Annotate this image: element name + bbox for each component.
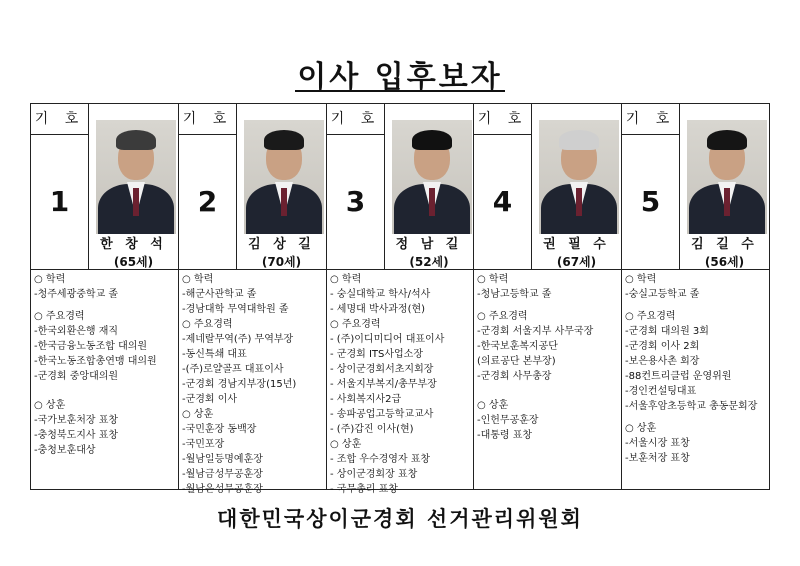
profile-line: -서울후암초등학교 총동문회장	[625, 401, 758, 412]
candidate-profile	[179, 269, 326, 495]
number-label: 기 호	[474, 104, 532, 135]
candidate-name: 김 길 수	[691, 237, 758, 252]
profile-line: - 송파공업고등학교교사	[330, 409, 434, 420]
profile-line: -한국금융노동조합 대의원	[34, 341, 148, 352]
profile-line: ○ 주요경력	[182, 319, 233, 330]
profile-line: -군경회 중앙대의원	[34, 371, 119, 382]
profile-line: -보은용사촌 회장	[625, 356, 700, 367]
profile-line: - 서울지부복지/총무부장	[330, 379, 437, 390]
profile-line: -월남은성무공훈장	[182, 484, 263, 495]
profile-line: -청주세광중학교 졸	[34, 289, 119, 300]
portrait-tie	[281, 188, 287, 216]
profile-line: ○ 학력	[330, 274, 362, 285]
profile-line: - 조합 우수경영자 표창	[330, 454, 431, 465]
profile-line: -군경회 이사 2회	[625, 341, 700, 352]
portrait-hair	[559, 130, 599, 150]
candidate-number: 5	[622, 135, 680, 269]
footer-organization: 대한민국상이군경회 선거관리위원회	[217, 506, 583, 531]
candidate-column	[621, 104, 769, 489]
profile-line: - 군경회 ITS사업소장	[330, 349, 423, 360]
candidate-profile	[474, 269, 621, 489]
profile-line: -경인컨설팅대표	[625, 386, 697, 397]
candidate-number: 1	[31, 135, 89, 269]
candidate-age: (65세)	[113, 255, 154, 269]
portrait-tie	[724, 188, 730, 216]
candidate-column	[326, 104, 473, 495]
portrait-hair	[116, 130, 156, 150]
profile-line: - 사회복지사2급	[330, 394, 402, 405]
profile-line: - (주)이디미디어 대표이사	[330, 334, 445, 345]
profile-line: -군경회 이사	[182, 394, 238, 405]
profile-line: ○ 상훈	[182, 409, 214, 420]
candidate-photo	[687, 120, 767, 234]
candidate-profile	[31, 269, 178, 489]
candidate-age: (67세)	[556, 255, 597, 269]
profile-gap	[34, 391, 175, 398]
page-title: 이사 입후보자	[297, 60, 503, 95]
candidate-name: 김 상 길	[248, 237, 315, 252]
portrait-tie	[133, 188, 139, 216]
candidate-age: (52세)	[409, 255, 449, 269]
candidate-photo	[96, 120, 176, 234]
profile-line: -군경회 서울지부 사무국장	[477, 326, 594, 337]
profile-line: -군경회 대의원 3회	[625, 326, 709, 337]
candidate-column	[473, 104, 621, 489]
profile-line: ○ 학력	[477, 274, 509, 285]
profile-gap	[34, 302, 175, 309]
candidate-profile	[327, 269, 473, 495]
profile-line: -대통령 표창	[477, 430, 533, 441]
profile-gap	[477, 302, 618, 309]
portrait-hair	[412, 130, 452, 150]
number-label: 기 호	[31, 104, 89, 135]
candidate-photo	[392, 120, 472, 234]
profile-line: -인헌무공훈장	[477, 415, 539, 426]
profile-line: -충청북도지사 표창	[34, 430, 119, 441]
profile-line: (의료공단 본부장)	[477, 356, 556, 367]
profile-line: ○ 상훈	[330, 439, 362, 450]
profile-line: ○ 주요경력	[34, 311, 85, 322]
profile-line: -국가보훈처장 표창	[34, 415, 119, 426]
profile-gap	[625, 414, 766, 421]
profile-line: -월남일등명예훈장	[182, 454, 263, 465]
profile-line: - 숭실대학교 학사/석사	[330, 289, 431, 300]
candidate-name: 권 필 수	[543, 237, 610, 252]
profile-line: -월남금성무공훈장	[182, 469, 263, 480]
number-label: 기 호	[179, 104, 237, 135]
candidate-column	[31, 104, 178, 489]
profile-line: -보훈처장 표창	[625, 453, 690, 464]
profile-line: - (주)갑진 이사(현)	[330, 424, 414, 435]
profile-line: - 세명대 박사과정(현)	[330, 304, 426, 315]
profile-line: -서울시장 표창	[625, 438, 690, 449]
profile-line: ○ 주요경력	[625, 311, 676, 322]
profile-gap	[477, 384, 618, 391]
profile-line: ○ 학력	[625, 274, 657, 285]
profile-gap	[625, 302, 766, 309]
profile-line: ○ 주요경력	[330, 319, 381, 330]
profile-line: -(주)로얄골프 대표이사	[182, 364, 284, 375]
profile-gap	[34, 384, 175, 391]
portrait-hair	[264, 130, 304, 150]
profile-gap	[477, 391, 618, 398]
profile-line: -경남대학 무역대학원 졸	[182, 304, 289, 315]
candidate-photo	[539, 120, 619, 234]
profile-line: -동신특쇄 대표	[182, 349, 247, 360]
profile-line: - 국무총리 표창	[330, 484, 398, 495]
portrait-tie	[429, 188, 435, 216]
candidate-name: 한 창 석	[100, 237, 167, 252]
profile-line: -제네랄무역(주) 무역부장	[182, 334, 294, 345]
candidate-board	[30, 103, 770, 495]
profile-line: -충청보훈대상	[34, 445, 96, 456]
profile-line: - 상이군경회서초지회장	[330, 364, 434, 375]
profile-line: -해군사관학교 졸	[182, 289, 257, 300]
candidate-number: 3	[327, 135, 385, 269]
profile-line: -군경회 경남지부장(15년)	[182, 379, 297, 390]
portrait-hair	[707, 130, 747, 150]
profile-line: -청남고등학교 졸	[477, 289, 552, 300]
title-underline	[295, 90, 505, 92]
profile-line: ○ 상훈	[625, 423, 657, 434]
profile-line: ○ 상훈	[34, 400, 66, 411]
portrait-tie	[576, 188, 582, 216]
number-label: 기 호	[622, 104, 680, 135]
profile-line: ○ 학력	[34, 274, 66, 285]
candidate-profile	[622, 269, 769, 489]
profile-line: ○ 주요경력	[477, 311, 528, 322]
profile-line: - 상이군경회장 표창	[330, 469, 418, 480]
candidate-age: (70세)	[261, 255, 302, 269]
profile-line: -숭실고등학교 졸	[625, 289, 700, 300]
profile-line: -88컨트리클럽 운영위원	[625, 371, 732, 382]
profile-line: -군경회 사무총장	[477, 371, 552, 382]
profile-line: -한국외환은행 재직	[34, 326, 119, 337]
candidate-number: 4	[474, 135, 532, 269]
profile-line: -한국보훈복지공단	[477, 341, 558, 352]
candidate-photo	[244, 120, 324, 234]
candidate-age: (56세)	[704, 255, 745, 269]
profile-line: ○ 상훈	[477, 400, 509, 411]
profile-line: -국민훈장 동백장	[182, 424, 257, 435]
profile-line: -국민포장	[182, 439, 225, 450]
candidate-column	[178, 104, 326, 495]
candidate-number: 2	[179, 135, 237, 269]
candidate-name: 정 남 길	[395, 237, 463, 252]
profile-line: ○ 학력	[182, 274, 214, 285]
number-label: 기 호	[327, 104, 385, 135]
profile-line: -한국노동조합총연맹 대의원	[34, 356, 157, 367]
